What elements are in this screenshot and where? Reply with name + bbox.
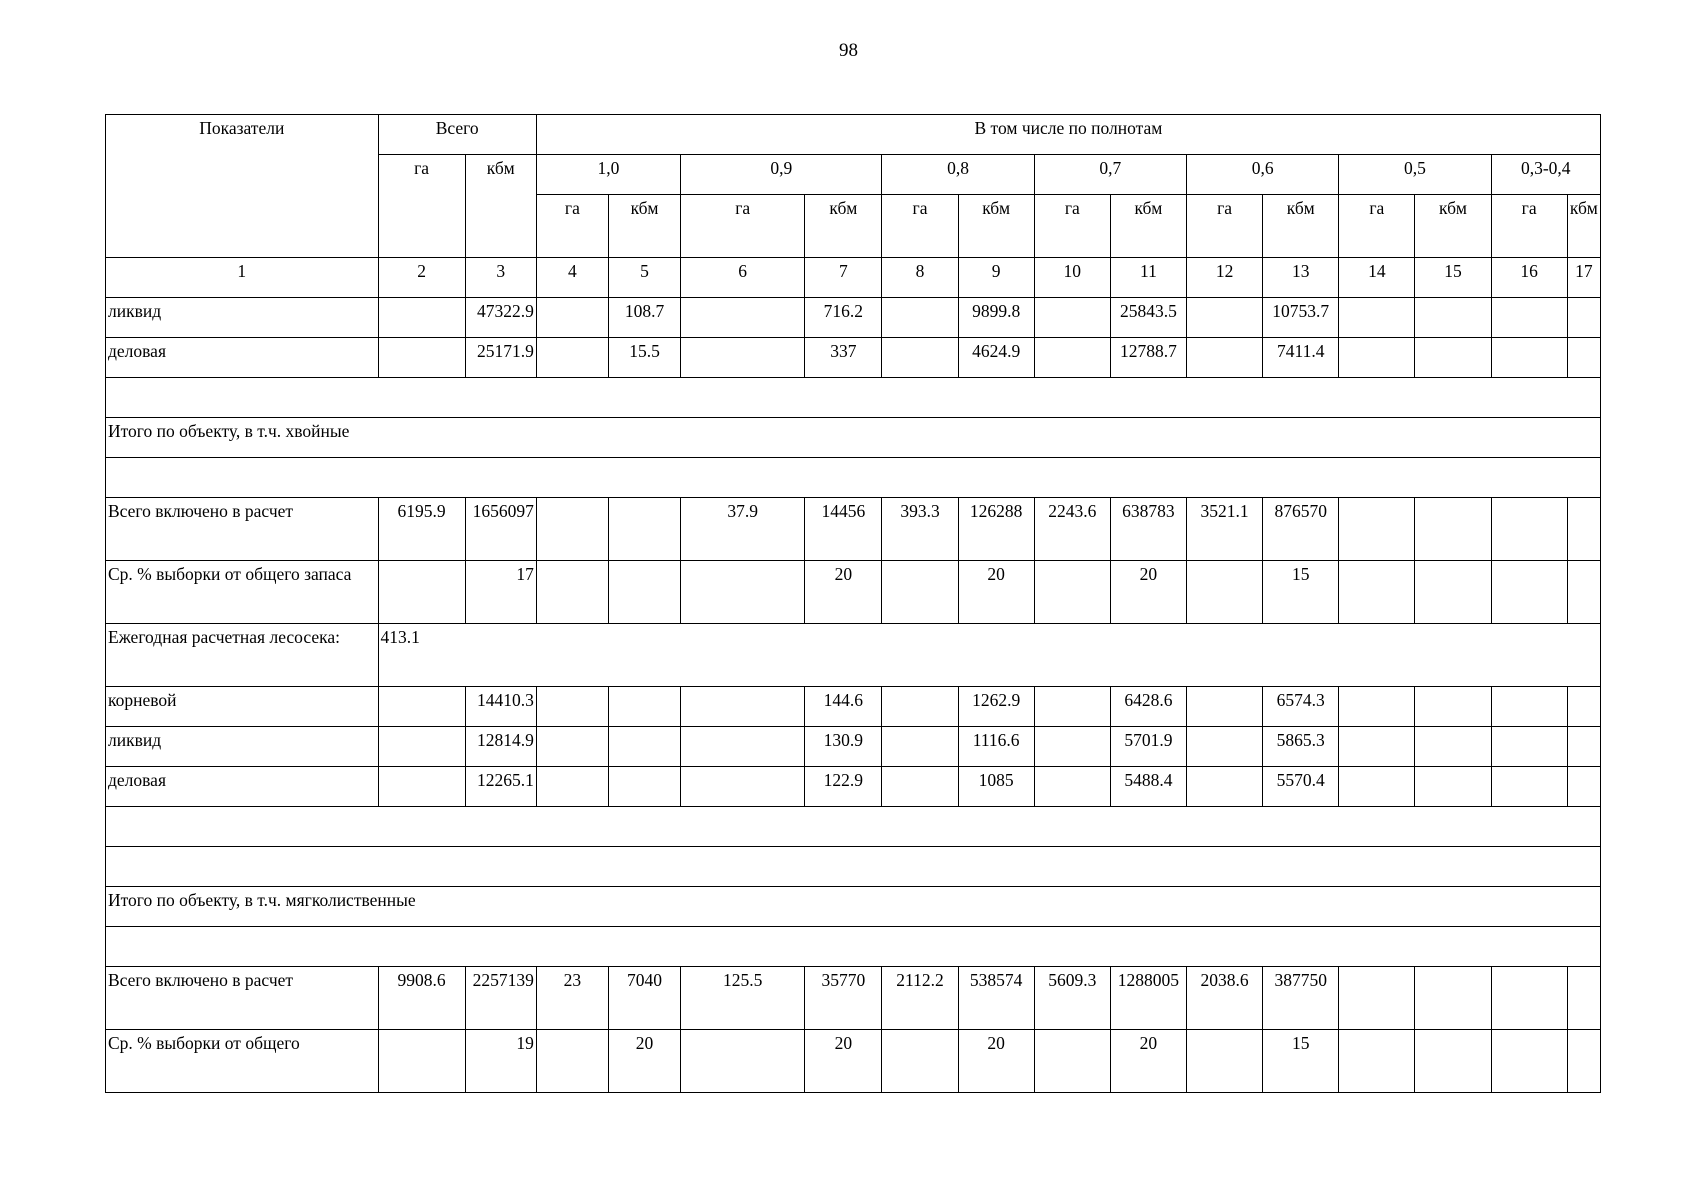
table-cell — [1491, 338, 1567, 378]
table-cell — [882, 687, 958, 727]
table-cell: 5701.9 — [1110, 727, 1186, 767]
table-cell — [536, 561, 608, 624]
table-cell — [1491, 498, 1567, 561]
row-label: ликвид — [106, 727, 379, 767]
table-cell — [882, 727, 958, 767]
table-cell: 126288 — [958, 498, 1034, 561]
table-cell: 6195.9 — [378, 498, 465, 561]
table-cell: 14410.3 — [465, 687, 536, 727]
table-cell — [1339, 967, 1415, 1030]
table-row — [106, 767, 1601, 807]
column-number: 7 — [805, 258, 882, 298]
column-number: 17 — [1567, 258, 1600, 298]
table-cell: 6574.3 — [1263, 687, 1339, 727]
table-cell: 2243.6 — [1034, 498, 1110, 561]
table-row — [106, 967, 1601, 1030]
table-cell: 7411.4 — [1263, 338, 1339, 378]
table-cell — [1339, 767, 1415, 807]
row-label: деловая — [106, 767, 379, 807]
column-number: 9 — [958, 258, 1034, 298]
table-cell: 20 — [805, 1030, 882, 1093]
header-unit-ha: га — [1187, 195, 1263, 258]
header-by-density: В том числе по полнотам — [536, 115, 1600, 155]
column-number: 10 — [1034, 258, 1110, 298]
table-cell — [1339, 298, 1415, 338]
table-cell: 1288005 — [1110, 967, 1186, 1030]
row-label: Всего включено в расчет — [106, 498, 379, 561]
header-density-1-0: 1,0 — [536, 155, 680, 195]
header-unit-kbm: кбм — [1110, 195, 1186, 258]
table-cell — [1187, 1030, 1263, 1093]
table-cell — [1415, 687, 1491, 727]
header-total-kbm: кбм — [465, 155, 536, 258]
table-cell — [536, 298, 608, 338]
table-cell — [378, 767, 465, 807]
table-cell — [536, 1030, 608, 1093]
column-number: 6 — [681, 258, 805, 298]
column-number: 4 — [536, 258, 608, 298]
header-density-0-5: 0,5 — [1339, 155, 1491, 195]
table-cell — [1415, 967, 1491, 1030]
table-row — [106, 378, 1601, 418]
table-cell: 5865.3 — [1263, 727, 1339, 767]
table-cell: 638783 — [1110, 498, 1186, 561]
table-cell — [536, 767, 608, 807]
table-cell: 538574 — [958, 967, 1034, 1030]
table-cell — [1567, 1030, 1600, 1093]
table-cell: 387750 — [1263, 967, 1339, 1030]
table-cell — [1339, 498, 1415, 561]
table-cell: 2038.6 — [1187, 967, 1263, 1030]
row-label: ликвид — [106, 298, 379, 338]
header-unit-ha: га — [1339, 195, 1415, 258]
table-cell: 3521.1 — [1187, 498, 1263, 561]
table-cell: 122.9 — [805, 767, 882, 807]
table-cell — [608, 727, 680, 767]
table-row — [106, 561, 1601, 624]
table-cell: 15 — [1263, 1030, 1339, 1093]
table-cell: 4624.9 — [958, 338, 1034, 378]
header-unit-ha: га — [1034, 195, 1110, 258]
column-number: 16 — [1491, 258, 1567, 298]
table-cell: 37.9 — [681, 498, 805, 561]
table-cell — [1034, 1030, 1110, 1093]
table-cell — [1415, 767, 1491, 807]
table-cell: 7040 — [608, 967, 680, 1030]
table-cell — [1491, 967, 1567, 1030]
header-density-0-6: 0,6 — [1187, 155, 1339, 195]
table-cell: 20 — [1110, 1030, 1186, 1093]
header-total: Всего — [378, 115, 536, 155]
table-cell — [1491, 298, 1567, 338]
table-cell: 12788.7 — [1110, 338, 1186, 378]
forest-density-table — [105, 114, 1601, 1093]
table-cell — [378, 1030, 465, 1093]
table-cell — [882, 298, 958, 338]
table-cell: 393.3 — [882, 498, 958, 561]
row-label: Всего включено в расчет — [106, 967, 379, 1030]
empty-row — [106, 927, 1601, 967]
table-cell: 108.7 — [608, 298, 680, 338]
row-label: Ср. % выборки от общего — [106, 1030, 379, 1093]
table-cell: 12814.9 — [465, 727, 536, 767]
table-cell — [378, 298, 465, 338]
table-cell — [1187, 338, 1263, 378]
table-cell: 5609.3 — [1034, 967, 1110, 1030]
table-cell — [1339, 687, 1415, 727]
table-cell: 15.5 — [608, 338, 680, 378]
table-cell: 2257139 — [465, 967, 536, 1030]
table-cell — [882, 338, 958, 378]
table-cell — [1415, 498, 1491, 561]
table-cell — [608, 767, 680, 807]
header-density-0-7: 0,7 — [1034, 155, 1186, 195]
table-cell — [1034, 767, 1110, 807]
table-cell: 12265.1 — [465, 767, 536, 807]
table-cell — [378, 687, 465, 727]
column-number: 1 — [106, 258, 379, 298]
table-cell: 876570 — [1263, 498, 1339, 561]
table-cell — [1567, 561, 1600, 624]
header-unit-kbm: кбм — [1567, 195, 1600, 258]
table-cell: 1262.9 — [958, 687, 1034, 727]
header-density-0-8: 0,8 — [882, 155, 1034, 195]
header-unit-ha: га — [1491, 195, 1567, 258]
table-row — [106, 458, 1601, 498]
column-number: 2 — [378, 258, 465, 298]
table-cell: 337 — [805, 338, 882, 378]
table-row — [106, 1030, 1601, 1093]
table-row — [106, 887, 1601, 927]
table-cell: 1656097 — [465, 498, 536, 561]
table-row — [106, 807, 1601, 847]
table-row — [106, 687, 1601, 727]
table-cell: 20 — [958, 1030, 1034, 1093]
table-cell — [1187, 767, 1263, 807]
table-cell: 5488.4 — [1110, 767, 1186, 807]
table-cell — [681, 338, 805, 378]
table-cell — [681, 727, 805, 767]
table-cell — [608, 498, 680, 561]
table-cell — [536, 727, 608, 767]
header-total-ha: га — [378, 155, 465, 258]
table-cell — [1187, 298, 1263, 338]
table-cell: 9908.6 — [378, 967, 465, 1030]
empty-row — [106, 847, 1601, 887]
column-number: 12 — [1187, 258, 1263, 298]
table-cell — [1415, 338, 1491, 378]
table-cell: 716.2 — [805, 298, 882, 338]
table-cell: 9899.8 — [958, 298, 1034, 338]
header-unit-kbm: кбм — [608, 195, 680, 258]
header-unit-ha: га — [882, 195, 958, 258]
table-cell — [608, 561, 680, 624]
table-cell: 14456 — [805, 498, 882, 561]
table-cell — [1034, 727, 1110, 767]
table-cell: 6428.6 — [1110, 687, 1186, 727]
table-cell: 5570.4 — [1263, 767, 1339, 807]
table-row — [106, 727, 1601, 767]
table-cell — [378, 561, 465, 624]
table-cell: 10753.7 — [1263, 298, 1339, 338]
table-row — [106, 624, 1601, 687]
table-cell: 125.5 — [681, 967, 805, 1030]
table-row — [106, 498, 1601, 561]
table-cell — [536, 338, 608, 378]
empty-row — [106, 807, 1601, 847]
table-cell — [1567, 498, 1600, 561]
table-cell — [882, 1030, 958, 1093]
table-cell: 2112.2 — [882, 967, 958, 1030]
table-cell — [536, 498, 608, 561]
header-unit-ha: га — [536, 195, 608, 258]
row-value: 413.1 — [378, 624, 1600, 687]
table-cell: 20 — [805, 561, 882, 624]
table-cell — [681, 298, 805, 338]
table-cell: 1116.6 — [958, 727, 1034, 767]
table-cell — [1491, 561, 1567, 624]
header-unit-kbm: кбм — [1415, 195, 1491, 258]
table-cell — [1567, 338, 1600, 378]
section-title: Итого по объекту, в т.ч. мягколиственные — [106, 887, 1601, 927]
table-cell: 17 — [465, 561, 536, 624]
table-cell — [1034, 687, 1110, 727]
table-row — [106, 418, 1601, 458]
table-cell — [1187, 687, 1263, 727]
row-label: корневой — [106, 687, 379, 727]
column-number: 15 — [1415, 258, 1491, 298]
table-cell — [681, 561, 805, 624]
row-label: деловая — [106, 338, 379, 378]
column-number: 8 — [882, 258, 958, 298]
row-label: Ежегодная расчетная лесосека: — [106, 624, 379, 687]
table-cell — [378, 338, 465, 378]
table-cell — [1491, 687, 1567, 727]
table-cell — [1491, 1030, 1567, 1093]
column-number: 3 — [465, 258, 536, 298]
empty-row — [106, 458, 1601, 498]
column-number: 13 — [1263, 258, 1339, 298]
table-cell — [1567, 767, 1600, 807]
header-unit-kbm: кбм — [805, 195, 882, 258]
table-cell — [536, 687, 608, 727]
table-cell — [1415, 298, 1491, 338]
table-cell — [1339, 338, 1415, 378]
table-cell — [681, 687, 805, 727]
table-cell — [1339, 727, 1415, 767]
page-number: 98 — [839, 40, 858, 61]
table-cell: 19 — [465, 1030, 536, 1093]
table-cell — [1339, 1030, 1415, 1093]
header-unit-ha: га — [681, 195, 805, 258]
table-cell — [1567, 298, 1600, 338]
table-cell — [681, 1030, 805, 1093]
table-cell: 20 — [1110, 561, 1186, 624]
table-cell — [1491, 767, 1567, 807]
column-number: 11 — [1110, 258, 1186, 298]
table-cell — [1339, 561, 1415, 624]
section-title: Итого по объекту, в т.ч. хвойные — [106, 418, 1601, 458]
table-cell — [1567, 687, 1600, 727]
table-cell — [1567, 727, 1600, 767]
empty-row — [106, 378, 1601, 418]
table-cell: 23 — [536, 967, 608, 1030]
table-cell — [1187, 727, 1263, 767]
table-cell: 1085 — [958, 767, 1034, 807]
table-cell: 144.6 — [805, 687, 882, 727]
table-cell — [1034, 298, 1110, 338]
table-cell — [1034, 338, 1110, 378]
table-cell — [882, 561, 958, 624]
table-cell — [378, 727, 465, 767]
table-cell: 130.9 — [805, 727, 882, 767]
table-cell — [882, 767, 958, 807]
table-cell — [1415, 561, 1491, 624]
table-row — [106, 338, 1601, 378]
column-number: 14 — [1339, 258, 1415, 298]
table-row — [106, 847, 1601, 887]
header-density-0-3-0-4: 0,3-0,4 — [1491, 155, 1600, 195]
header-unit-kbm: кбм — [1263, 195, 1339, 258]
table-cell — [1415, 727, 1491, 767]
table-cell — [1034, 561, 1110, 624]
header-unit-kbm: кбм — [958, 195, 1034, 258]
table-cell: 15 — [1263, 561, 1339, 624]
table-cell: 47322.9 — [465, 298, 536, 338]
row-label: Ср. % выборки от общего запаса — [106, 561, 379, 624]
table-cell — [1415, 1030, 1491, 1093]
header-indicators: Показатели — [106, 115, 379, 258]
header-density-0-9: 0,9 — [681, 155, 882, 195]
table-cell: 25171.9 — [465, 338, 536, 378]
table-cell — [608, 687, 680, 727]
table-cell: 20 — [958, 561, 1034, 624]
table-cell: 25843.5 — [1110, 298, 1186, 338]
table-cell: 20 — [608, 1030, 680, 1093]
table-cell — [1567, 967, 1600, 1030]
column-number: 5 — [608, 258, 680, 298]
table-row — [106, 298, 1601, 338]
table-cell — [1187, 561, 1263, 624]
table-row — [106, 927, 1601, 967]
table-cell: 35770 — [805, 967, 882, 1030]
table-cell — [1491, 727, 1567, 767]
table-cell — [681, 767, 805, 807]
